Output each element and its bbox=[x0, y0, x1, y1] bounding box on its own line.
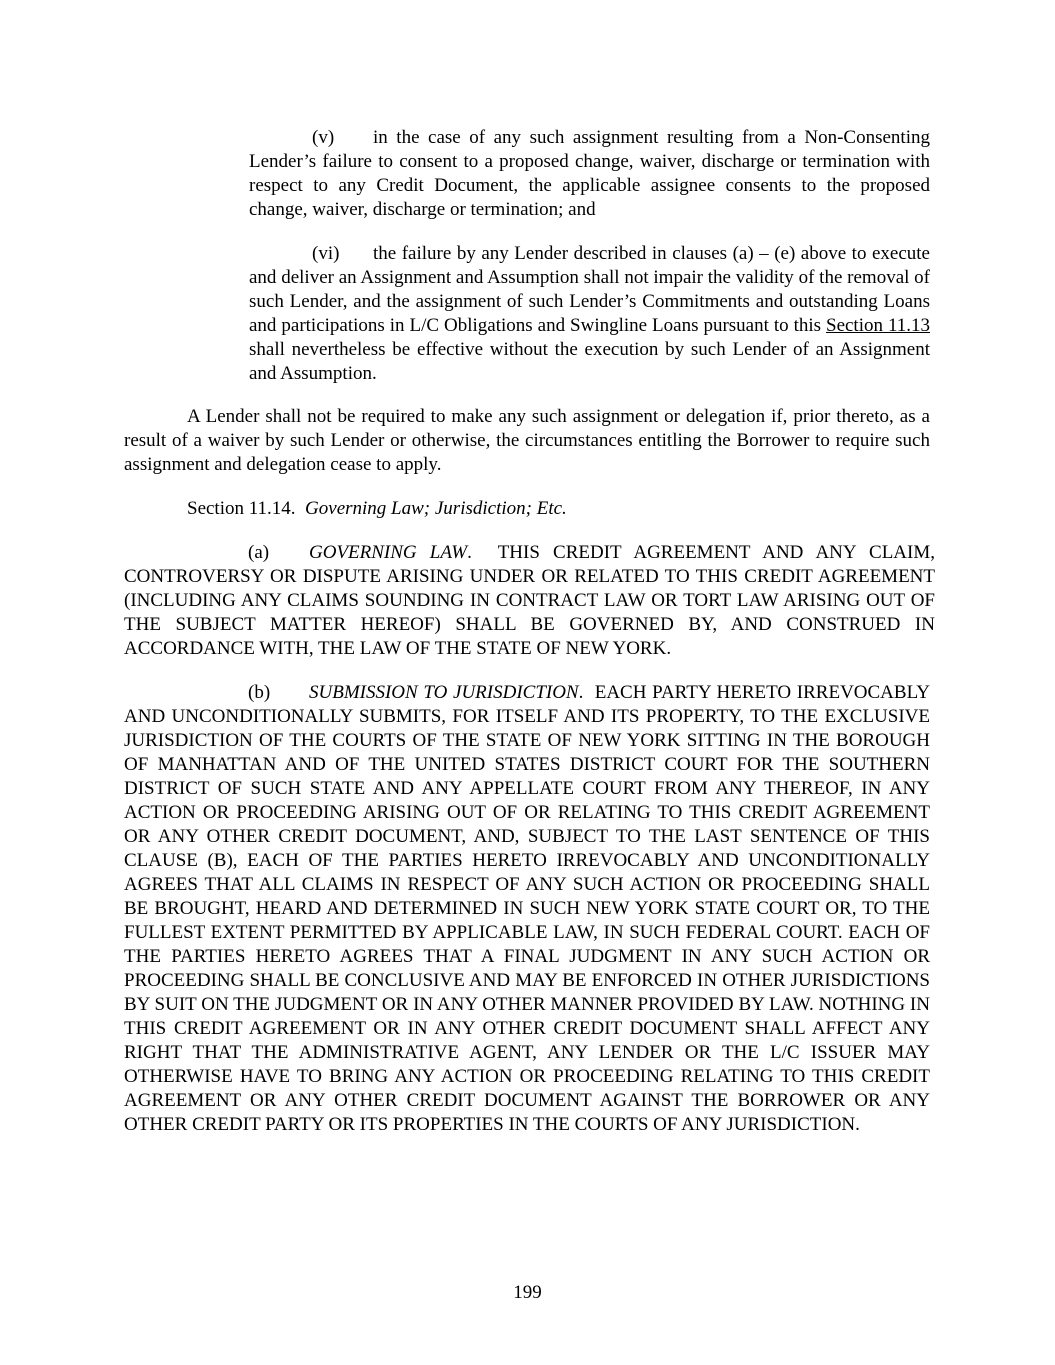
clause-vi bbox=[249, 242, 930, 386]
section-heading bbox=[124, 497, 930, 521]
clause-a: (a) GOVERNING LAW. THIS CREDIT AGREEMENT AND ANY CLAIM, CONTROVERSY OR DISPUTE ARISING UNDER OR RELATED TO THIS CREDIT AGREEMENT (INCLUDING ANY CLAIMS SOUNDING IN CONTRACT LAW OR TORT LAW ARISING OUT OF THE SUBJECT MATTER HEREOF) SHALL BE GOVERNED BY, AND CONSTRUED IN ACCORDANCE WITH, THE LAW OF THE STATE OF NEW YORK. bbox=[124, 542, 935, 659]
clause-vi-text-after: shall nevertheless be effective without the execution by such Lender of an Assignment and Assumption. bbox=[249, 339, 930, 384]
lender-paragraph: A Lender shall not be required to make any such assignment or delegation if, prior thereto, as a result of a waiver by such Lender or otherwise, the circumstances entitling the Borrower to require such assignment and delegation cease to apply. bbox=[124, 406, 930, 475]
clause-b: (b) SUBMISSION TO JURISDICTION. EACH PARTY HERETO IRREVOCABLY AND UNCONDITIONALLY SUBMITS, FOR ITSELF AND ITS PROPERTY, TO THE EXCLUSIVE JURISDICTION OF THE COURTS OF THE STATE OF NEW YORK SITTING IN THE BOROUGH OF MANHATTAN AND OF THE UNITED STATES DISTRICT COURT FOR THE SOUTHERN DISTRICT OF SUCH STATE AND ANY APPELLATE COURT FROM ANY THEREOF, IN ANY ACTION OR PROCEEDING ARISING OUT OF OR RELATING TO THIS CREDIT AGREEMENT OR ANY OTHER CREDIT DOCUMENT, AND, SUBJECT TO THE LAST SENTENCE OF THIS CLAUSE (B), EACH OF THE PARTIES HERETO IRREVOCABLY AND UNCONDITIONALLY AGREES THAT ALL CLAIMS IN RESPECT OF ANY SUCH ACTION OR PROCEEDING SHALL BE BROUGHT, HEARD AND DETERMINED IN SUCH NEW YORK STATE COURT OR, TO THE FULLEST EXTENT PERMITTED BY APPLICABLE LAW, IN SUCH FEDERAL COURT. EACH OF THE PARTIES HERETO AGREES THAT A FINAL JUDGMENT IN ANY SUCH ACTION OR PROCEEDING SHALL BE CONCLUSIVE AND MAY BE ENFORCED IN OTHER JURISDICTIONS BY SUIT ON THE JUDGMENT OR IN ANY OTHER MANNER PROVIDED BY LAW. NOTHING IN THIS CREDIT AGREEMENT OR IN ANY OTHER CREDIT DOCUMENT SHALL AFFECT ANY RIGHT THAT THE ADMINISTRATIVE AGENT, ANY LENDER OR THE L/C ISSUER MAY OTHERWISE HAVE TO BRING ANY ACTION OR PROCEEDING RELATING TO THIS CREDIT AGREEMENT OR ANY OTHER CREDIT DOCUMENT AGAINST THE BORROWER OR ANY OTHER CREDIT PARTY OR ITS PROPERTIES IN THE COURTS OF ANY JURISDICTION. bbox=[124, 682, 930, 1135]
clause-b-number: (b) bbox=[248, 682, 271, 703]
clause-a-title: GOVERNING LAW bbox=[309, 542, 468, 563]
clause-v-text: in the case of any such assignment resulting from a Non-Consenting Lender’s failure to consent to a proposed change, waiver, discharge or termination with respect to any Credit Document, the applicable assignee consents to the proposed change, waiver, discharge or termination; and bbox=[249, 127, 930, 220]
clause-a-number: (a) bbox=[248, 542, 270, 563]
section-reference-link[interactable]: Section 11.13 bbox=[826, 315, 930, 336]
section-number: Section 11.14. bbox=[187, 498, 296, 519]
clause-a-text: THIS CREDIT AGREEMENT AND ANY CLAIM, CONTROVERSY OR DISPUTE ARISING UNDER OR RELATED TO THIS CREDIT AGREEMENT (INCLUDING ANY CLAIMS SOUNDING IN CONTRACT LAW OR TORT LAW ARISING OUT OF THE SUBJECT MATTER HEREOF) SHALL BE GOVERNED BY, AND CONSTRUED IN ACCORDANCE WITH, THE LAW OF THE STATE OF NEW YORK. bbox=[124, 542, 935, 659]
section-title: Governing Law; Jurisdiction; Etc. bbox=[305, 498, 567, 519]
clause-vi-number: (vi) bbox=[312, 243, 340, 264]
clause-b-title: SUBMISSION TO JURISDICTION bbox=[309, 682, 579, 703]
clause-v-number: (v) bbox=[312, 127, 335, 148]
clause-v bbox=[249, 126, 930, 222]
clause-b-text: EACH PARTY HERETO IRREVOCABLY AND UNCONDITIONALLY SUBMITS, FOR ITSELF AND ITS PROPERTY, TO THE EXCLUSIVE JURISDICTION OF THE COURTS OF THE STATE OF NEW YORK SITTING IN THE BOROUGH OF MANHATTAN AND OF THE UNITED STATES DISTRICT COURT FOR THE SOUTHERN DISTRICT OF SUCH STATE AND ANY APPELLATE COURT FROM ANY THEREOF, IN ANY ACTION OR PROCEEDING ARISING OUT OF OR RELATING TO THIS CREDIT AGREEMENT OR ANY OTHER CREDIT DOCUMENT, AND, SUBJECT TO THE LAST SENTENCE OF THIS CLAUSE (B), EACH OF THE PARTIES HERETO IRREVOCABLY AND UNCONDITIONALLY AGREES THAT ALL CLAIMS IN RESPECT OF ANY SUCH ACTION OR PROCEEDING SHALL BE BROUGHT, HEARD AND DETERMINED IN SUCH NEW YORK STATE COURT OR, TO THE FULLEST EXTENT PERMITTED BY APPLICABLE LAW, IN SUCH FEDERAL COURT. EACH OF THE PARTIES HERETO AGREES THAT A FINAL JUDGMENT IN ANY SUCH ACTION OR PROCEEDING SHALL BE CONCLUSIVE AND MAY BE ENFORCED IN OTHER JURISDICTIONS BY SUIT ON THE JUDGMENT OR IN ANY OTHER MANNER PROVIDED BY LAW. NOTHING IN THIS CREDIT AGREEMENT OR IN ANY OTHER CREDIT DOCUMENT SHALL AFFECT ANY RIGHT THAT THE ADMINISTRATIVE AGENT, ANY LENDER OR THE L/C ISSUER MAY OTHERWISE HAVE TO BRING ANY ACTION OR PROCEEDING RELATING TO THIS CREDIT AGREEMENT OR ANY OTHER CREDIT DOCUMENT AGAINST THE BORROWER OR ANY OTHER CREDIT PARTY OR ITS PROPERTIES IN THE COURTS OF ANY JURISDICTION. bbox=[124, 682, 930, 1135]
page-number: 199 bbox=[513, 1282, 542, 1303]
clause-vi-text-before: the failure by any Lender described in clauses (a) – (e) above to execute and deliver an Assignment and Assumption shall not impair the validity of the removal of such Lender, and the assignment of such Lender’s Commitments and outstanding Loans and participations in L/C Obligations and Swingline Loans pursuant to this bbox=[249, 243, 930, 336]
